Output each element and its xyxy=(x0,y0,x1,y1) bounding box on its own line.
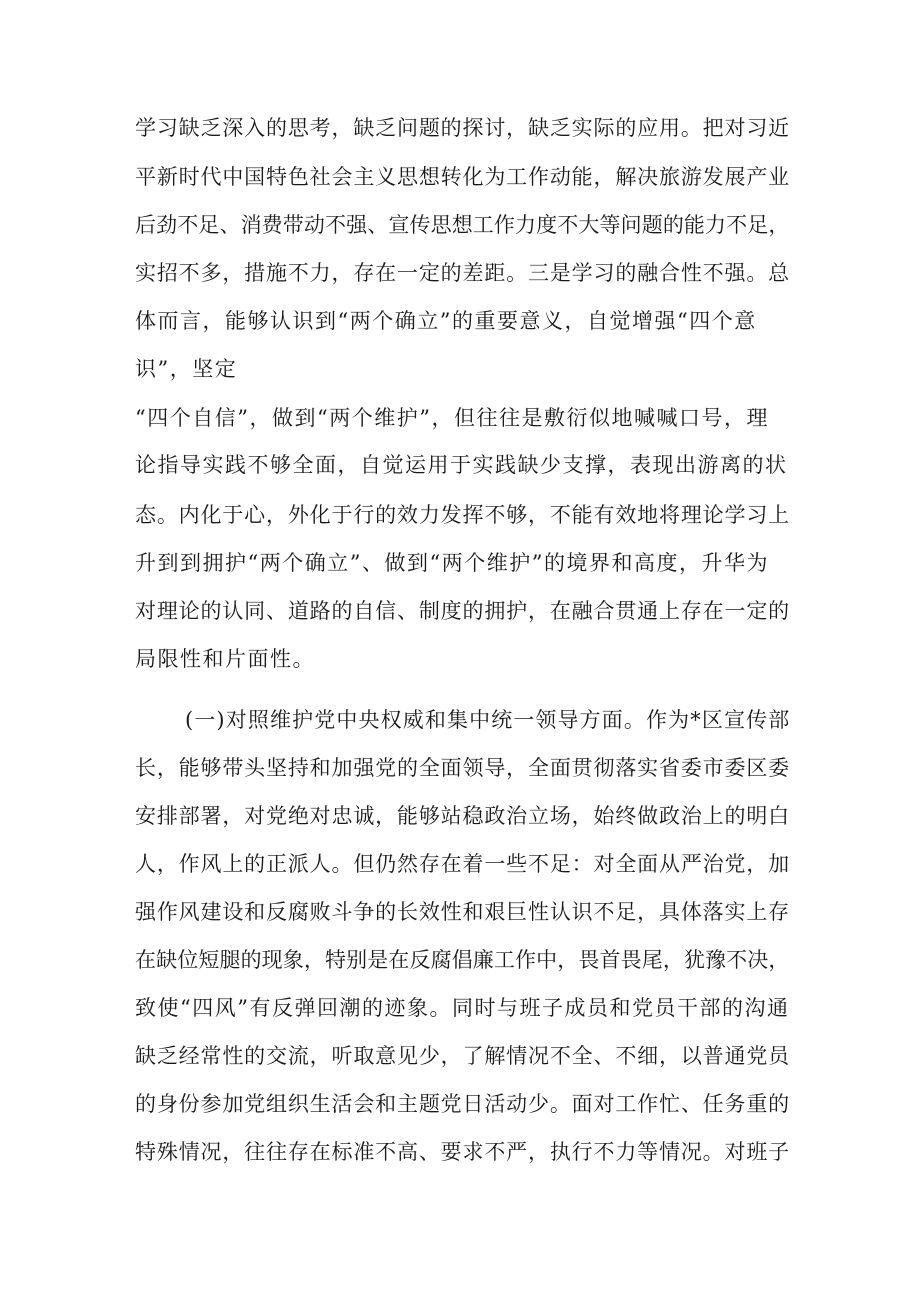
text-line: 人，作风上的正派人。但仍然存在着一些不足：对全面从严治党，加 xyxy=(135,852,790,876)
text-line: 安排部署，对党绝对忠诚，能够站稳政治立场，始终做政治上的明白 xyxy=(135,804,790,828)
text-line: 体而言，能够认识到“两个确立”的重要意义，自觉增强“四个意 xyxy=(135,309,757,333)
text-line: 缺乏经常性的交流，听取意见少，了解情况不全、不细，以普通党员 xyxy=(135,1044,790,1068)
text-line: 后劲不足、消费带动不强、宣传思想工作力度不大等问题的能力不足， xyxy=(135,213,790,237)
text-line: “四个自信”，做到“两个维护”，但往往是敷衍似地喊喊口号，理 xyxy=(135,406,769,430)
text-line: 学习缺乏深入的思考，缺乏问题的探讨，缺乏实际的应用。把对习近 xyxy=(135,116,790,140)
text-line: 实招不多，措施不力，存在一定的差距。三是学习的融合性不强。总 xyxy=(135,261,790,285)
text-line: 特殊情况，往往存在标准不高、要求不严，执行不力等情况。对班子 xyxy=(135,1140,790,1164)
text-line: 局限性和片面性。 xyxy=(135,647,315,671)
text-line: 态。内化于心，外化于行的效力发挥不够，不能有效地将理论学习上 xyxy=(135,503,790,527)
text-line: 升到到拥护“两个确立”、做到“两个维护”的境界和高度，升华为 xyxy=(135,551,769,575)
text-line: 的身份参加党组织生活会和主题党日活动少。面对工作忙、任务重的 xyxy=(135,1092,790,1116)
text-line: 致使“四风”有反弹回潮的迹象。同时与班子成员和党员干部的沟通 xyxy=(135,996,790,1020)
text-line: 在缺位短腿的现象，特别是在反腐倡廉工作中，畏首畏尾，犹豫不决， xyxy=(135,948,790,972)
text-line: 对理论的认同、道路的自信、制度的拥护，在融合贯通上存在一定的 xyxy=(135,599,790,623)
section-heading-line: (一)对照维护党中央权威和集中统一领导方面。作为*区宣传部 xyxy=(185,708,791,732)
text-line: 强作风建设和反腐败斗争的长效性和艰巨性认识不足，具体落实上存 xyxy=(135,900,790,924)
text-line: 平新时代中国特色社会主义思想转化为工作动能，解决旅游发展产业 xyxy=(135,165,790,189)
text-line: 论指导实践不够全面，自觉运用于实践缺少支撑，表现出游离的状 xyxy=(135,453,788,477)
text-line: 长，能够带头坚持和加强党的全面领导，全面贯彻落实省委市委区委 xyxy=(135,756,790,780)
text-line: 识”，坚定 xyxy=(135,357,238,381)
